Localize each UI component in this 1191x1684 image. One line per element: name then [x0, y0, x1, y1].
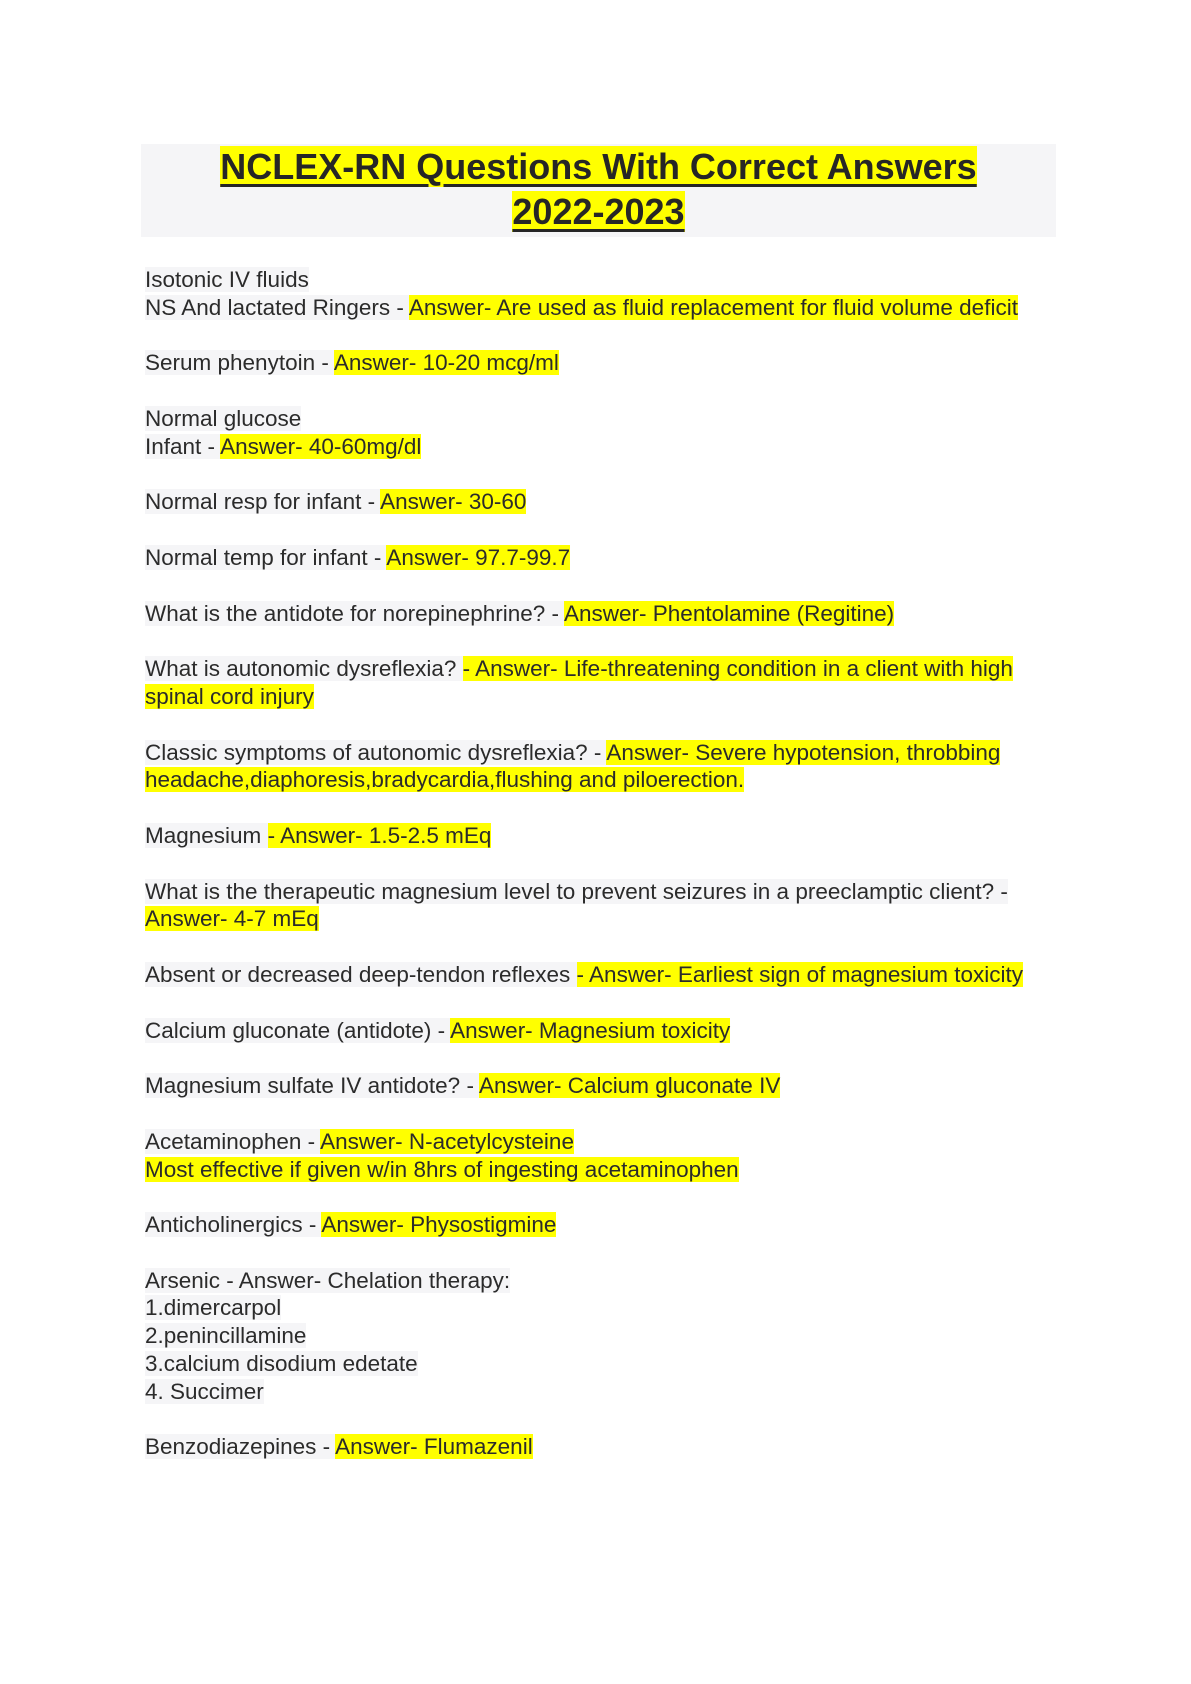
document-title	[141, 144, 1056, 237]
list-item: 4. Succimer	[145, 1378, 264, 1404]
answer-text: Answer- Physostigmine	[321, 1212, 557, 1238]
question-text: Calcium gluconate (antidote) -	[145, 1017, 451, 1043]
answer-text: Answer- Severe hypotension, throbbing headache,diaphoresis,bradycardia,flushing and piloerection.	[145, 739, 1001, 793]
question-heading: Normal glucose	[145, 405, 302, 431]
question-text: What is the antidote for norepinephrine? -	[145, 600, 565, 626]
qa-entry	[145, 600, 1045, 628]
question-text: NS And lactated Ringers -	[145, 294, 409, 320]
list-item: 1.dimercarpol	[145, 1295, 282, 1321]
answer-text: - Answer- 1.5-2.5 mEq	[267, 822, 492, 848]
answer-text: Answer- 40-60mg/dl	[220, 433, 422, 459]
answer-text: Answer- 97.7-99.7	[386, 544, 571, 570]
qa-entry	[145, 878, 1045, 934]
title-line-1: NCLEX-RN Questions With Correct Answers	[220, 146, 977, 187]
question-text: Acetaminophen -	[145, 1128, 321, 1154]
question-heading: Isotonic IV fluids	[145, 267, 309, 292]
qa-entry	[145, 1128, 1045, 1184]
title-line-2: 2022-2023	[512, 191, 685, 232]
qa-entry	[145, 1017, 1045, 1045]
answer-text: - Answer- Earliest sign of magnesium toxicity	[576, 961, 1023, 987]
qa-entry	[145, 822, 1045, 850]
answer-note: Most effective if given w/in 8hrs of ingesting acetaminophen	[145, 1156, 739, 1182]
question-text: What is the therapeutic magnesium level to prevent seizures in a preeclamptic client? -	[145, 878, 1008, 904]
answer-text: Answer- 30-60	[380, 489, 527, 515]
qa-entry	[145, 405, 1045, 461]
answer-text: Answer- Magnesium toxicity	[450, 1017, 731, 1043]
qa-list	[145, 266, 1045, 1489]
question-text: Magnesium sulfate IV antidote? -	[145, 1073, 479, 1099]
list-item: 3.calcium disodium edetate	[145, 1351, 418, 1377]
qa-entry	[145, 349, 1045, 377]
question-text: Classic symptoms of autonomic dysreflexia? -	[145, 739, 607, 765]
answer-text: Answer- 10-20 mcg/ml	[333, 350, 559, 376]
answer-text: Answer- Flumazenil	[335, 1434, 533, 1460]
question-text: Normal temp for infant -	[145, 544, 387, 570]
qa-entry	[145, 1072, 1045, 1100]
answer-text: Answer- Phentolamine (Regitine)	[564, 600, 895, 626]
answer-text: Answer- Are used as fluid replacement for fluid volume deficit	[408, 294, 1018, 320]
question-text: Magnesium	[145, 822, 268, 848]
list-item: 2.penincillamine	[145, 1323, 307, 1349]
qa-entry	[145, 266, 1045, 322]
question-text: Absent or decreased deep-tendon reflexes	[145, 961, 577, 987]
question-text: What is autonomic dysreflexia?	[145, 656, 463, 682]
question-text: Serum phenytoin -	[145, 350, 334, 376]
qa-entry	[145, 488, 1045, 516]
qa-entry	[145, 544, 1045, 572]
qa-entry	[145, 655, 1045, 711]
answer-text: Answer- N-acetylcysteine	[320, 1128, 574, 1154]
question-text: Anticholinergics -	[145, 1212, 322, 1238]
arsenic-answer: Arsenic - Answer- Chelation therapy:	[145, 1267, 511, 1293]
answer-text: - Answer- Life-threatening condition in a client with high spinal cord injury	[145, 656, 1013, 709]
question-text: Benzodiazepines -	[145, 1434, 336, 1460]
qa-entry	[145, 1211, 1045, 1239]
question-text: Normal resp for infant -	[145, 489, 381, 515]
qa-entry-arsenic	[145, 1267, 1045, 1406]
qa-entry	[145, 1433, 1045, 1461]
answer-text: Answer- 4-7 mEq	[145, 906, 319, 932]
qa-entry	[145, 739, 1045, 795]
question-text: Infant -	[145, 433, 221, 459]
answer-text: Answer- Calcium gluconate IV	[478, 1073, 781, 1099]
qa-entry	[145, 961, 1045, 989]
